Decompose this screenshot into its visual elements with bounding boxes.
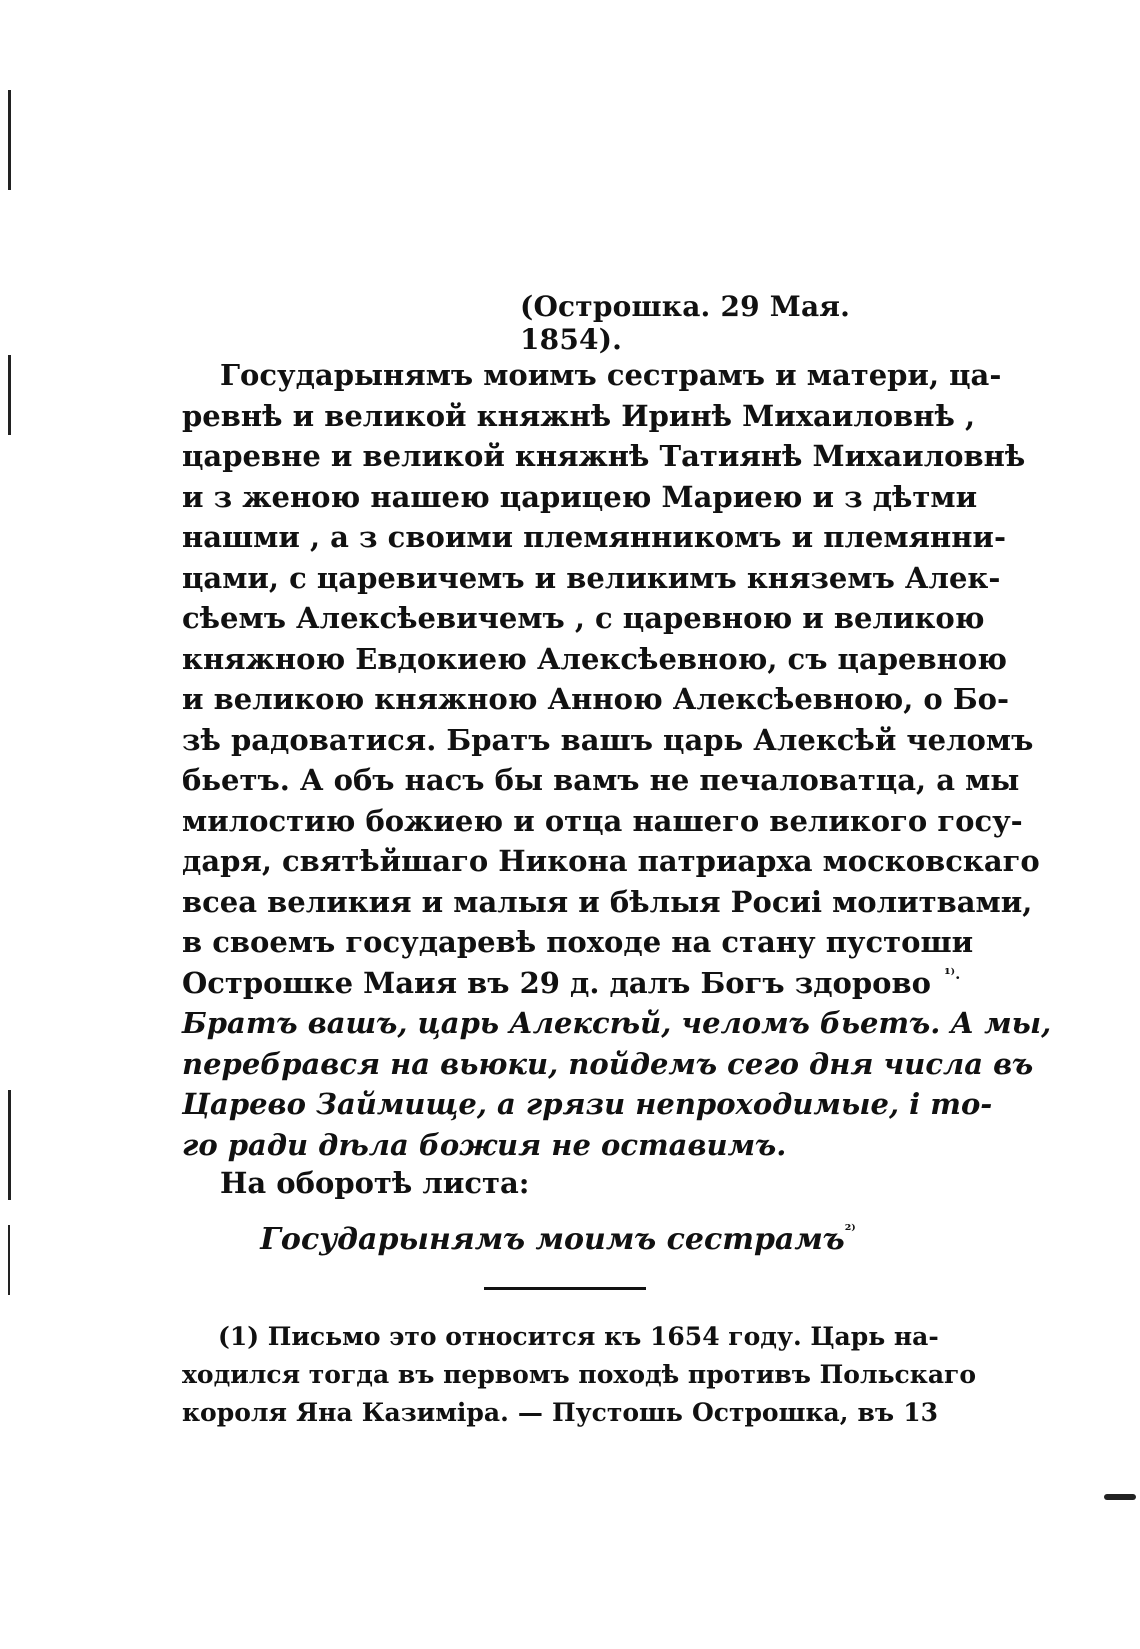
letter-line: бьетъ. А объ насъ бы вамъ не печаловатца, а мы bbox=[182, 763, 1020, 797]
letter-line: Государынямъ моимъ сестрамъ и матери, ца- bbox=[220, 358, 1002, 392]
letter-line: и з женою нашею царицею Мариею и з дѣтми bbox=[182, 479, 978, 514]
reverse-address-text: Государынямъ моимъ сестрамъ bbox=[260, 1222, 845, 1257]
scan-margin-mark bbox=[8, 1090, 11, 1200]
letter-body bbox=[182, 355, 1052, 1165]
letter-line: милостию божиею и отца нашего великого госу- bbox=[182, 803, 1023, 838]
letter-italic-line: перебрався на вьюки, пойдемъ сего дня числа въ bbox=[182, 1046, 1034, 1081]
letter-line: царевне и великой княжнѣ Татиянѣ Михаиловнѣ bbox=[182, 439, 1026, 473]
letter-line: цами, с царевичемъ и великимъ княземъ Алек- bbox=[182, 560, 1001, 595]
scan-margin-mark bbox=[8, 355, 11, 435]
letter-line: зѣ радоватися. Братъ вашъ царь Алексѣй челомъ bbox=[182, 722, 1034, 757]
footnote-divider bbox=[484, 1287, 646, 1290]
reverse-address bbox=[180, 1222, 936, 1257]
footnote-block bbox=[182, 1318, 977, 1432]
footnote-line: короля Яна Казиміра. — Пустошь Острошка, въ 13 bbox=[182, 1398, 938, 1427]
reverse-side-label: На оборотѣ листа: bbox=[220, 1166, 530, 1200]
letter-line: и великою княжною Анною Алексѣевною, о Бо- bbox=[182, 682, 1010, 716]
letter-line: нашми , а з своими племянникомъ и племянни- bbox=[182, 520, 1006, 554]
letter-line: всеа великия и малыя и бѣлыя Росиі молитвами, bbox=[182, 884, 1033, 919]
scan-margin-mark bbox=[8, 90, 11, 190]
footnote-reference-1: ¹⁾. bbox=[944, 964, 961, 983]
letter-line: в своемъ государевѣ походе на стану пустоши bbox=[182, 925, 974, 959]
scan-margin-mark bbox=[8, 1225, 10, 1295]
letter-line: княжною Евдокиею Алексѣевною, съ царевною bbox=[182, 641, 1007, 676]
letter-italic-line: Царево Займище, а грязи непроходимые, і то- bbox=[182, 1087, 993, 1121]
footnote-line: ходился тогда въ первомъ походѣ противъ Польскаго bbox=[182, 1360, 977, 1389]
place-date-heading: (Острошка. 29 Мая. 1854). bbox=[520, 290, 851, 356]
letter-line: ревнѣ и великой княжнѣ Иринѣ Михаиловнѣ , bbox=[182, 398, 976, 433]
letter-line: даря, святѣйшаго Никона патриарха московскаго bbox=[182, 844, 1040, 878]
letter-line-text: Острошке Маия въ 29 д. далъ Богъ здорово bbox=[182, 965, 931, 1000]
letter-italic-line: го ради дѣла божия не оставимъ. bbox=[182, 1127, 787, 1162]
letter-line bbox=[182, 963, 961, 1004]
letter-line: сѣемъ Алексѣевичемъ , с царевною и великою bbox=[182, 601, 985, 635]
footnote-line: (1) Письмо это относится къ 1654 году. Царь на- bbox=[218, 1322, 939, 1351]
letter-italic-line: Братъ вашъ, царь Алексѣй, челомъ бьетъ. А мы, bbox=[182, 1006, 1052, 1040]
footnote-reference-2: ²⁾ bbox=[844, 1221, 856, 1239]
scan-edge-mark bbox=[1104, 1494, 1136, 1500]
